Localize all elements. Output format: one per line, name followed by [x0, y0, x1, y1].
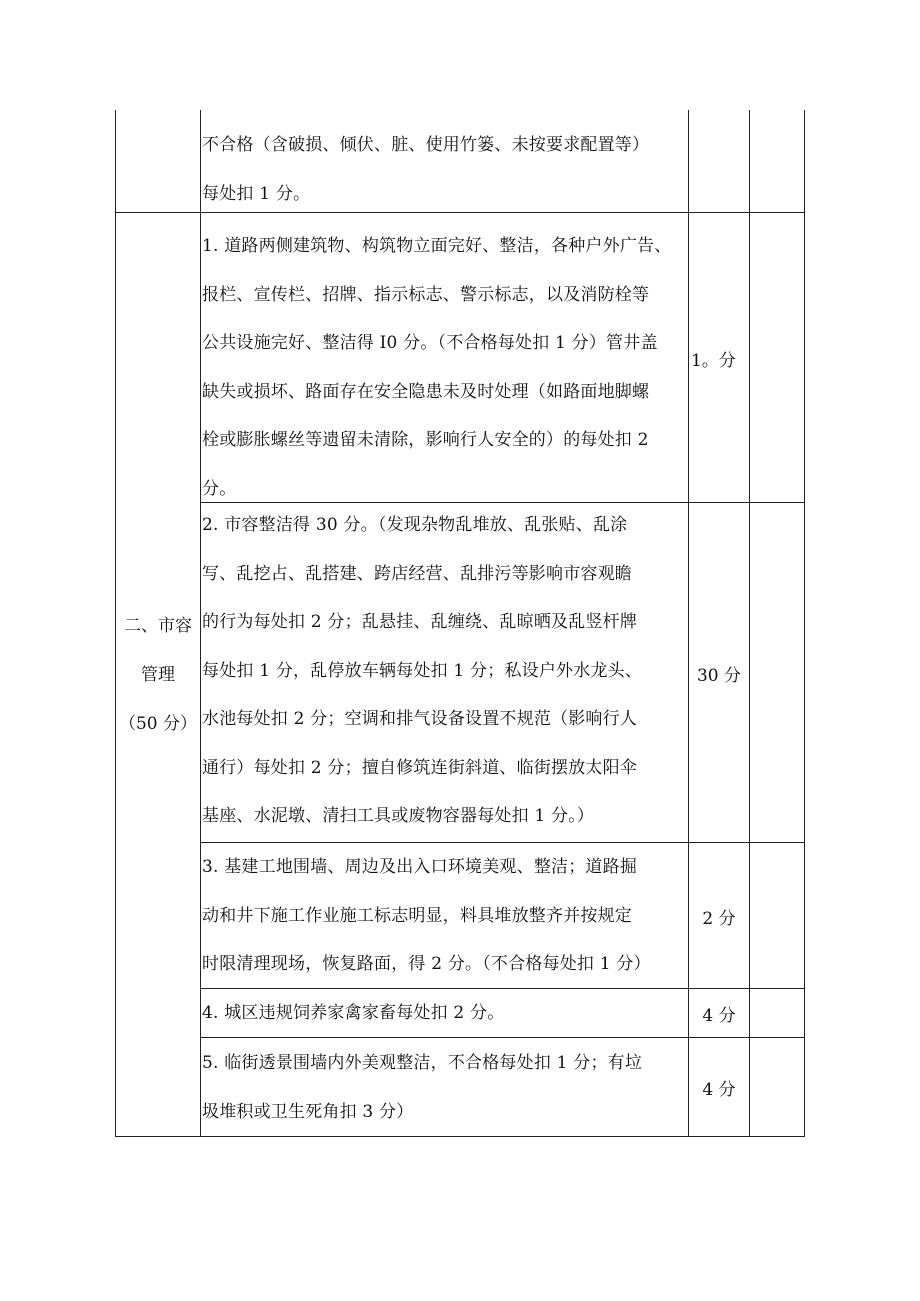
description-line: 分。	[202, 478, 237, 499]
description-line: 2. 市容整洁得 30 分。（发现杂物乱堆放、乱张贴、乱涂	[202, 515, 628, 535]
score-value: 30 分	[696, 665, 742, 686]
description-line: 基座、水泥墩、清扫工具或废物容器每处扣 1 分。）	[202, 806, 595, 826]
description-line: 每处扣 1 分。	[202, 183, 311, 204]
category-cell	[115, 602, 201, 749]
row-score	[689, 843, 749, 989]
description-line: 缺失或损坏、路面存在安全隐患未及时处理（如路面地脚螺	[202, 381, 650, 402]
description-line: 圾堆积或卫生死角扣 3 分）	[202, 1101, 414, 1122]
category-label: 二、市容	[124, 616, 192, 636]
category-merge-mask-lines	[116, 1037, 200, 1039]
row-description	[201, 989, 690, 1038]
description-line: 1. 道路两侧建筑物、构筑物立面完好、整洁，各种户外广告、	[202, 236, 672, 256]
category-merge-mask-lines	[116, 842, 200, 844]
description-line: 5. 临街透景围墙内外美观整洁，不合格每处扣 1 分；有垃	[202, 1053, 643, 1073]
description-line: 不合格（含破损、倾伏、脏、使用竹篓、未按要求配置等）	[202, 135, 650, 155]
row-score	[689, 1038, 749, 1137]
row-score	[689, 503, 749, 843]
row-description	[201, 501, 690, 841]
table-row	[115, 110, 805, 213]
description-line: 公共设施完好、整洁得 I0 分。（不合格每处扣 1 分）管井盖	[202, 333, 658, 353]
table-row	[115, 843, 805, 989]
description-line: 通行）每处扣 2 分；擅自修筑连街斜道、临街摆放太阳伞	[202, 757, 638, 778]
row-description	[201, 121, 690, 218]
score-value: 2 分	[702, 908, 736, 929]
table-row	[115, 503, 805, 843]
score-value: 4 分	[702, 1080, 736, 1100]
score-value: 1。分	[691, 350, 736, 371]
table-row	[115, 213, 805, 503]
description-line: 动和井下施工作业施工标志明显，料具堆放整齐并按规定	[202, 905, 632, 926]
description-line: 写、乱挖占、乱搭建、跨店经营、乱排污等影响市容观瞻	[202, 563, 632, 584]
description-line: 栓或膨胀螺丝等遗留未清除，影响行人安全的）的每处扣 2	[202, 430, 649, 450]
table-row	[115, 989, 805, 1038]
row-description	[201, 1039, 690, 1136]
table-row	[115, 1038, 805, 1137]
description-line: 4. 城区违规饲养家禽家畜每处扣 2 分。	[202, 1003, 505, 1023]
row-score	[689, 213, 751, 503]
description-line: 的行为每处扣 2 分；乱悬挂、乱缠绕、乱晾晒及乱竖杆牌	[202, 612, 638, 632]
category-label: 管理	[141, 665, 175, 685]
description-line: 水池每处扣 2 分；空调和排气设备设置不规范（影响行人	[202, 709, 638, 729]
description-line: 每处扣 1 分，乱停放车辆每处扣 1 分；私设户外水龙头、	[202, 660, 643, 681]
description-line: 时限清理现场，恢复路面，得 2 分。（不合格每处扣 1 分）	[202, 954, 651, 974]
category-merge-mask-lines	[116, 502, 200, 504]
row-description	[201, 222, 690, 513]
score-value: 4 分	[702, 1006, 736, 1026]
category-top-border	[115, 212, 201, 213]
description-line: 3. 基建工地围墙、周边及出入口环境美观、整洁；道路掘	[202, 857, 638, 877]
table-border-bottom	[115, 1136, 805, 1137]
row-score	[689, 989, 749, 1038]
category-points: （50 分）	[118, 714, 198, 734]
row-description	[201, 843, 690, 989]
category-merge-mask-lines	[116, 988, 200, 990]
description-line: 报栏、宣传栏、招牌、指示标志、警示标志，以及消防栓等	[202, 284, 650, 305]
